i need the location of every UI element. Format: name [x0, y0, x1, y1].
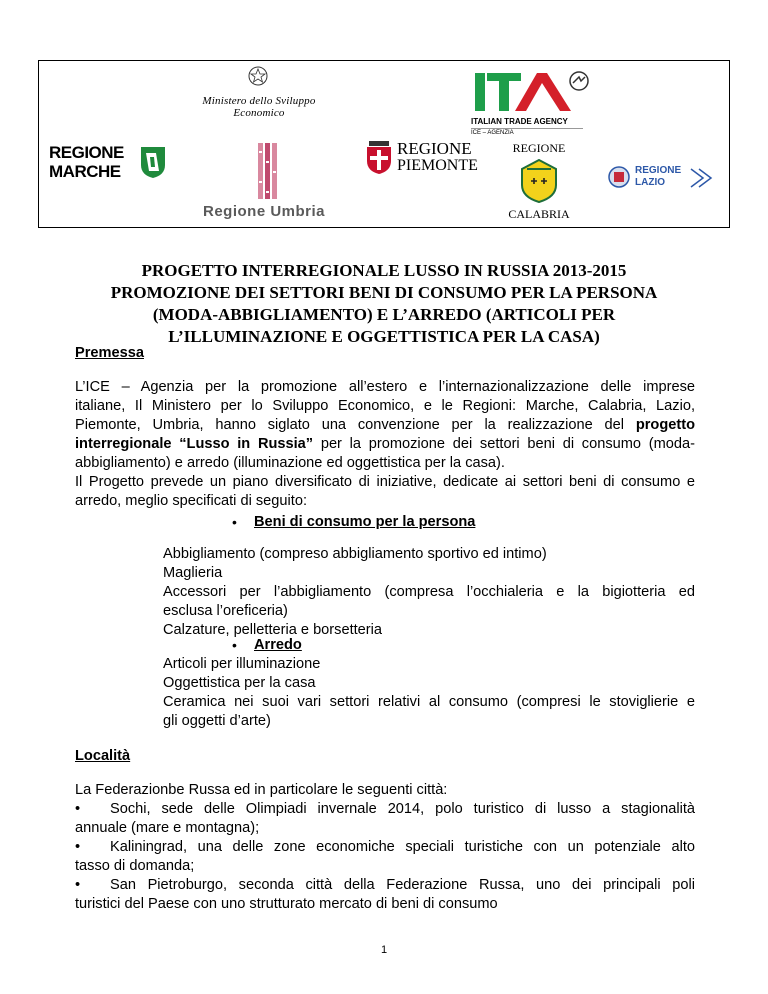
- city-item: • Kaliningrad, una delle zone economiche speciali turistiche con un potenziale alto: [75, 839, 695, 855]
- calabria-label-1: REGIONE: [512, 141, 566, 155]
- lazio-chevron-icon: [689, 165, 715, 191]
- marche-label-2: MARCHE: [49, 162, 121, 181]
- ita-agency: ICE – AGENZIA: [471, 130, 514, 136]
- list-item: Abbigliamento (compreso abbigliamento sportivo ed intimo): [163, 546, 547, 562]
- ita-subtitle: ITALIAN TRADE AGENCY: [471, 117, 568, 126]
- premessa-paragraph: [75, 378, 695, 511]
- calabria-logo: [479, 139, 599, 225]
- beni-heading: Beni di consumo per la persona: [254, 514, 476, 530]
- title-line: PROMOZIONE DEI SETTORI BENI DI CONSUMO PER LA PERSONA: [110, 283, 658, 302]
- list-item: Articoli per illuminazione: [163, 656, 321, 672]
- paragraph-line: interregionale “Lusso in Russia” per la promozione dei settori beni di consumo (moda-: [75, 436, 695, 452]
- title-line: (MODA-ABBIGLIAMENTO) E L’ARREDO (ARTICOLI PER: [152, 305, 616, 324]
- list-item: Maglieria: [163, 565, 223, 581]
- umbria-emblem-icon: [257, 141, 279, 201]
- city-item: • Sochi, sede delle Olimpiadi invernale 2014, polo turistico di lusso a stagionalità: [75, 801, 695, 817]
- ministero-emblem: [247, 64, 269, 88]
- paragraph-line: arredo, meglio specificati di seguito:: [75, 493, 307, 509]
- bullet-icon: •: [232, 514, 237, 530]
- lazio-label-2: LAZIO: [635, 177, 665, 188]
- arredo-list: [163, 655, 695, 731]
- list-item: Accessori per l’abbigliamento (compresa l’occhialeria e la bigiotteria ed: [163, 584, 695, 600]
- umbria-label: Regione Umbria: [202, 203, 326, 220]
- list-item: esclusa l’oreficeria): [163, 603, 288, 619]
- premessa-heading: Premessa: [75, 345, 144, 361]
- piemonte-label-1: REGIONE: [397, 139, 472, 158]
- title-line: L’ILLUMINAZIONE E OGGETTISTICA PER LA CASA): [168, 327, 600, 346]
- paragraph-line: abbigliamento) e arredo (illuminazione ed oggettistica per la casa).: [75, 455, 505, 471]
- marche-logo: [49, 143, 189, 183]
- marche-shield-icon: [139, 145, 167, 179]
- localita-paragraph: [75, 781, 695, 914]
- list-item: Oggettistica per la casa: [163, 675, 316, 691]
- paragraph-line: tasso di domanda;: [75, 858, 195, 874]
- arredo-heading: Arredo: [254, 637, 302, 653]
- localita-heading: Località: [75, 748, 131, 764]
- page-number: 1: [380, 944, 388, 956]
- paragraph-line: La Federazionbe Russa ed in particolare le seguenti città:: [75, 782, 448, 798]
- document-title: [60, 260, 708, 348]
- umbria-logo: [199, 141, 329, 225]
- paragraph-line: turistici del Paese con uno strutturato mercato di beni di consumo: [75, 896, 498, 912]
- paragraph-line: Il Progetto prevede un piano diversificato di iniziative, dedicate ai settori beni di consumo e: [75, 474, 695, 490]
- paragraph-line: italiane, Il Ministero per lo Sviluppo Economico, e le Regioni: Marche, Calabria, Lazio,: [75, 398, 695, 414]
- bullet-icon: •: [75, 839, 81, 855]
- ita-logo: [471, 67, 591, 137]
- list-item: Calzature, pelletteria e borsetteria: [163, 622, 383, 638]
- piemonte-label-2: PIEMONTE: [397, 157, 478, 174]
- calabria-label-2: CALABRIA: [508, 207, 570, 221]
- bullet-icon: •: [75, 801, 81, 817]
- city-item: • San Pietroburgo, seconda città della Federazione Russa, uno dei principali poli: [75, 877, 695, 893]
- piemonte-shield-icon: [365, 141, 393, 175]
- beni-list: [163, 545, 695, 640]
- list-item: Ceramica nei suoi vari settori relativi al consumo (compresi le stoviglierie e: [163, 694, 695, 710]
- piemonte-logo: [365, 139, 495, 179]
- calabria-shield-icon: [521, 159, 557, 203]
- bullet-icon: •: [232, 637, 237, 653]
- title-line: PROGETTO INTERREGIONALE LUSSO IN RUSSIA 2013-2015: [141, 261, 627, 280]
- ita-divider: [471, 128, 583, 129]
- lazio-label-1: REGIONE: [635, 165, 682, 176]
- paragraph-line: Piemonte, Umbria, hanno siglato una convenzione per la realizzazione del progetto: [75, 417, 695, 433]
- list-item: gli oggetti d’arte): [163, 713, 271, 729]
- lazio-emblem-icon: [607, 165, 631, 189]
- ministero-label: Ministero dello Sviluppo Economico: [202, 95, 316, 119]
- bullet-icon: •: [75, 877, 81, 893]
- paragraph-line: L’ICE – Agenzia per la promozione all’estero e l’internazionalizzazione delle imprese: [75, 379, 695, 395]
- paragraph-line: annuale (mare e montagna);: [75, 820, 260, 836]
- lazio-logo: [607, 163, 719, 193]
- logo-header: [38, 60, 730, 228]
- marche-label-1: REGIONE: [49, 143, 124, 162]
